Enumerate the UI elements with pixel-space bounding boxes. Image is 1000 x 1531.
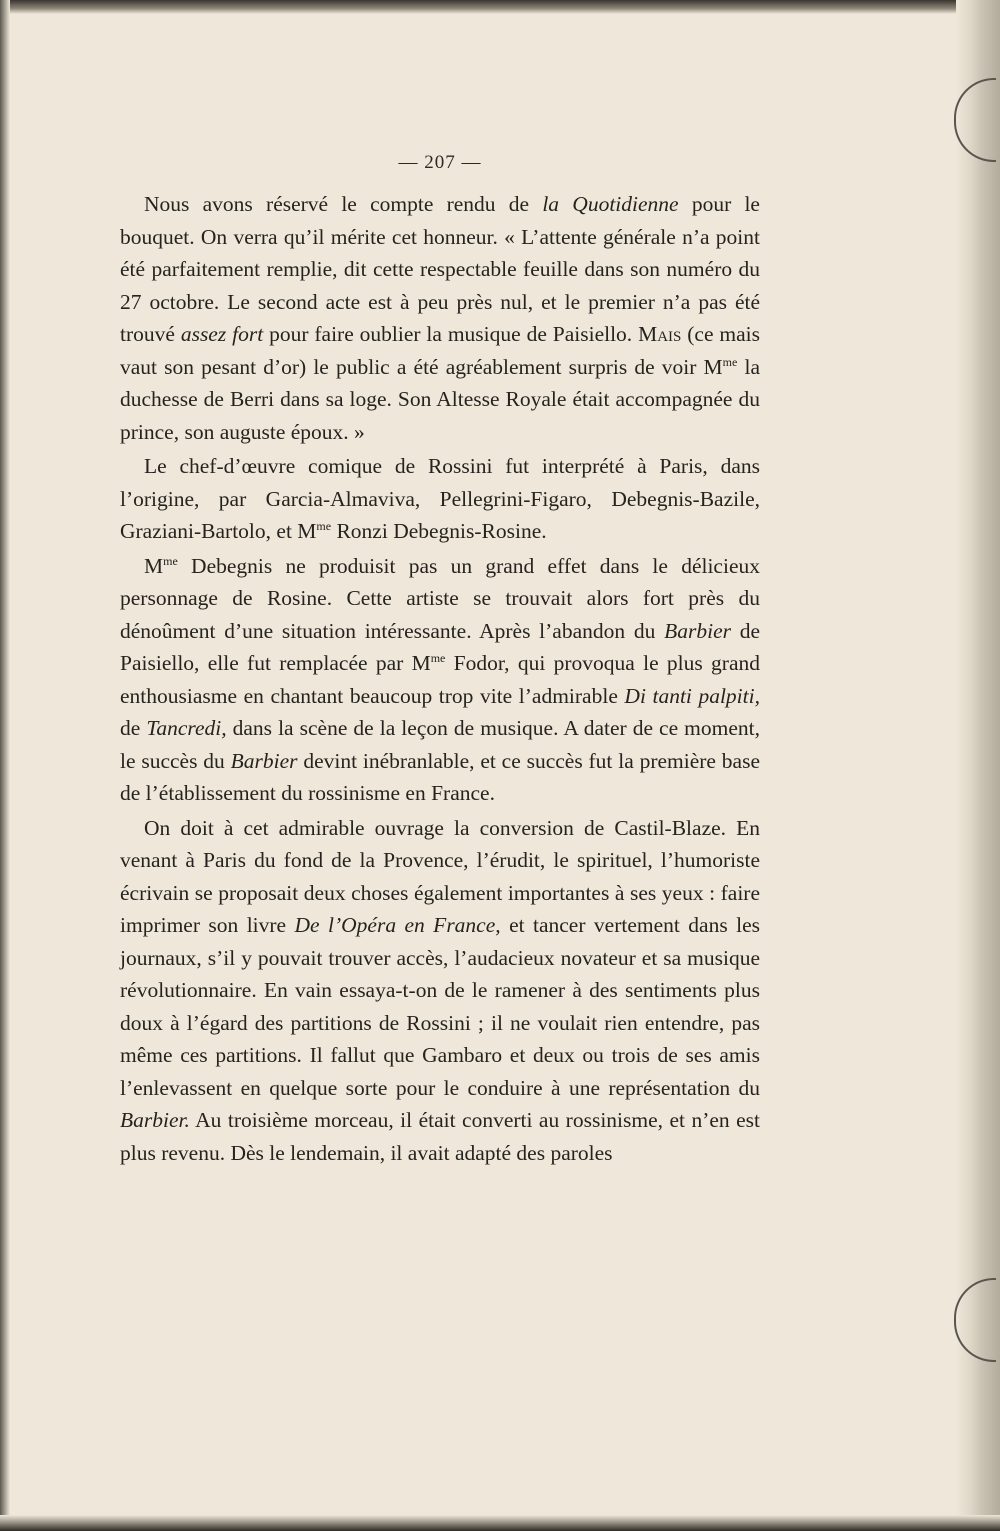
superscript: me	[163, 553, 178, 568]
paragraph-4	[120, 812, 760, 1170]
text-run: Ronzi Debegnis-Rosine.	[331, 519, 547, 543]
page-edge-bottom	[0, 1515, 1000, 1531]
text-run: Nous avons réservé le compte rendu de	[144, 192, 543, 216]
page-edge-left	[0, 0, 10, 1531]
text-run: et tancer vertement dans les journaux, s’il y pouvait trouver accès, l’audacieux novateur et sa musique révolutionnaire. En vain essaya-t-on de le ramener à des sentiments plus doux à l’égard des partitions de Rossini ; il ne voulait rien entendre, pas même ces partitions. Il fallut que Gambaro et deux ou trois de ses amis l’enlevassent en quelque sorte pour le conduire à une représentation du	[120, 913, 760, 1100]
text-run: la duchesse de Berri dans sa loge. Son Altesse Royale était accompagnée du prince, son auguste époux. »	[120, 354, 760, 444]
paragraph-2	[120, 450, 760, 548]
text-run: dans la scène de la leçon de musique. A dater de ce moment, le succès du	[120, 716, 761, 773]
superscript: me	[316, 518, 332, 533]
italic-phrase: assez fort	[180, 322, 264, 346]
italic-title: Barbier	[230, 748, 298, 773]
italic-title: Barbier.	[120, 1108, 190, 1132]
italic-title: De l’Opéra en France,	[294, 913, 501, 937]
paragraph-1	[120, 188, 760, 448]
small-caps-word: Mais	[638, 322, 682, 346]
body-text	[120, 188, 760, 1169]
italic-title: Tancredi,	[146, 716, 227, 740]
text-run: On doit à cet admirable ouvrage la conversion de Castil-Blaze. En venant à Paris du fond de la Provence, l’érudit, le spirituel, l’humoriste écrivain se proposait deux choses également importantes à ses yeux : faire imprimer son livre	[120, 815, 760, 937]
text-run: de Paisiello, elle fut remplacée par M	[120, 618, 760, 675]
superscript: me	[430, 650, 446, 665]
italic-title: Barbier	[664, 618, 731, 643]
paragraph-3	[120, 550, 760, 810]
superscript: me	[722, 354, 738, 369]
text-run: Le chef-d’œuvre comique de Rossini fut interprété à Paris, dans l’origine, par Garcia-Almaviva, Pellegrini-Figaro, Debegnis-Bazile, Graziani-Bartolo, et M	[120, 454, 760, 543]
text-run: pour faire oublier la musique de Paisiello.	[263, 322, 639, 346]
text-run: Debegnis ne produisit pas un grand effet dans le délicieux personnage de Rosine. Cette artiste se trouvait alors fort près du dénoûment d’une situation intéressante. Après l’abandon du	[120, 553, 760, 643]
italic-title: la Quotidienne	[542, 192, 679, 216]
text-run: Fodor, qui provoqua le plus grand enthousiasme en chantant beaucoup trop vite l’admirable	[120, 651, 760, 708]
page-edge-top	[0, 0, 1000, 14]
italic-title: Di tanti palpiti,	[624, 683, 760, 708]
page-number: — 207 —	[398, 152, 482, 173]
text-run: de	[120, 716, 147, 740]
text-run: Au troisième morceau, il était converti au rossinisme, et n’en est plus revenu. Dès le lendemain, il avait adapté des paroles	[120, 1108, 760, 1165]
text-run: M	[144, 553, 164, 578]
text-run: devint inébranlable, et ce succès fut la première base de l’établissement du rossinisme en France.	[120, 748, 760, 805]
text-run: (ce mais vaut son pesant d’or) le public a été agréablement surpris de voir M	[120, 322, 761, 379]
text-run: pour le bouquet. On verra qu’il mérite cet honneur. « L’attente générale n’a point été parfaitement remplie, dit cette respectable feuille dans son numéro du 27 octobre. Le second acte est à peu près nul, et le premier n’a pas été trouvé	[120, 192, 760, 346]
